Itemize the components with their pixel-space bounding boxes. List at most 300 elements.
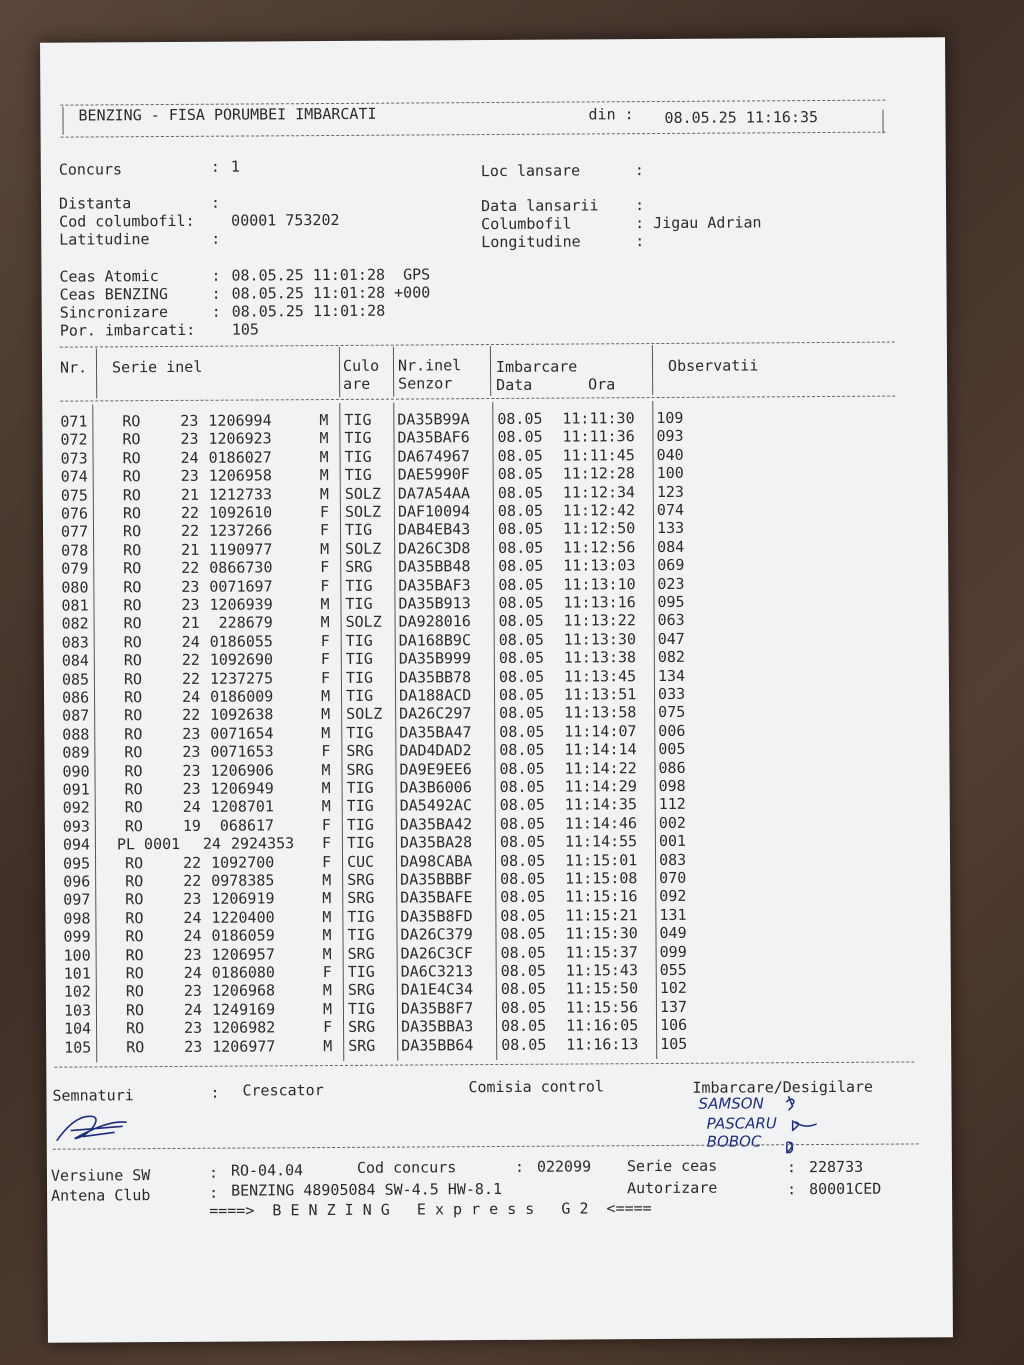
cell-ora: 11:13:30 bbox=[563, 629, 636, 649]
cell-culoare: CUC bbox=[346, 852, 375, 871]
cell-sex: F bbox=[319, 503, 329, 522]
cell-tara: RO bbox=[125, 945, 144, 964]
cell-tara: RO bbox=[122, 448, 141, 468]
cell-obs: 092 bbox=[659, 887, 687, 906]
cell-nr: 084 bbox=[61, 651, 89, 670]
cell-senzor: DA35BB48 bbox=[398, 557, 471, 576]
cell-sex: F bbox=[323, 1018, 333, 1037]
versiune-label: Versiune SW bbox=[50, 1166, 151, 1185]
colon: : bbox=[211, 229, 221, 248]
cell-obs: 134 bbox=[657, 666, 686, 685]
cell-data: 08.05 bbox=[500, 869, 546, 888]
col-culoare-2: are bbox=[343, 374, 371, 393]
cell-senzor: DA674967 bbox=[397, 446, 470, 466]
cell-obs: 133 bbox=[656, 519, 685, 538]
cell-inel: 1206958 bbox=[208, 466, 272, 485]
serie-ceas-label: Serie ceas bbox=[626, 1156, 718, 1176]
cell-culoare: SOLZ bbox=[344, 502, 382, 521]
cell-culoare: TIG bbox=[347, 962, 375, 981]
handwritten-name-1: SAMSON bbox=[698, 1094, 764, 1113]
cell-nr: 072 bbox=[60, 430, 88, 450]
cell-senzor: DA35B99A bbox=[397, 410, 470, 429]
cell-culoare: TIG bbox=[346, 833, 375, 853]
cell-obs: 131 bbox=[659, 905, 687, 924]
cell-an: 22 bbox=[180, 503, 200, 522]
cell-senzor: DA35BA28 bbox=[399, 833, 473, 852]
colon: : bbox=[514, 1157, 524, 1176]
cell-culoare: TIG bbox=[345, 576, 373, 595]
cod-columbofil-label: Cod columbofil: bbox=[59, 211, 195, 231]
cell-inel: 1212733 bbox=[208, 484, 273, 504]
cell-culoare: TIG bbox=[345, 686, 374, 705]
cell-data: 08.05 bbox=[498, 667, 545, 686]
cell-sex: M bbox=[322, 926, 332, 945]
cell-tara: RO bbox=[123, 614, 142, 633]
cell-data: 08.05 bbox=[497, 483, 544, 502]
sheet-title: BENZING - FISA PORUMBEI IMBARCATI bbox=[78, 104, 377, 125]
cell-inel: 1190977 bbox=[209, 540, 273, 559]
cell-ora: 11:12:28 bbox=[562, 464, 635, 483]
cell-inel: 0071697 bbox=[209, 576, 273, 596]
cell-an: 24 bbox=[183, 908, 202, 927]
cell-data: 08.05 bbox=[498, 648, 545, 668]
cell-obs: 123 bbox=[656, 482, 684, 501]
cell-data: 08.05 bbox=[500, 888, 546, 907]
crescator-signature bbox=[53, 1106, 133, 1146]
cell-data: 08.05 bbox=[498, 630, 544, 649]
cell-obs: 006 bbox=[658, 721, 686, 740]
cell-sex: F bbox=[322, 963, 332, 982]
cell-nr: 085 bbox=[61, 670, 90, 689]
cell-inel: 0186080 bbox=[211, 963, 275, 982]
cell-nr: 073 bbox=[60, 449, 88, 468]
cell-inel: 1206939 bbox=[209, 595, 273, 614]
cell-inel: 1206977 bbox=[212, 1036, 276, 1056]
cell-obs: 074 bbox=[656, 500, 685, 520]
cell-senzor: DA7A54AA bbox=[397, 483, 471, 503]
col-culoare-1: Culo bbox=[342, 356, 380, 375]
cell-sex: M bbox=[321, 705, 331, 724]
cell-culoare: TIG bbox=[346, 815, 374, 834]
cell-data: 08.05 bbox=[498, 685, 545, 704]
cell-culoare: TIG bbox=[345, 631, 373, 650]
cell-inel: 1237275 bbox=[209, 668, 274, 688]
cell-data: 08.05 bbox=[497, 428, 543, 447]
cell-senzor: DAF10094 bbox=[397, 502, 471, 521]
cell-ora: 11:12:42 bbox=[562, 501, 636, 520]
por-imbarcati-value: 105 bbox=[231, 320, 259, 339]
cell-sex: M bbox=[322, 871, 332, 890]
cell-tara: RO bbox=[124, 724, 143, 744]
cell-an: 24 bbox=[182, 798, 201, 817]
cell-ora: 11:13:45 bbox=[563, 666, 637, 686]
col-observatii: Observatii bbox=[667, 356, 759, 375]
cell-tara: RO bbox=[125, 890, 144, 909]
colon: : bbox=[210, 1083, 220, 1102]
cell-culoare: TIG bbox=[346, 723, 374, 742]
cell-sex: F bbox=[320, 650, 330, 669]
cell-data: 08.05 bbox=[499, 814, 546, 833]
col-nrinel-1: Nr.inel bbox=[397, 356, 462, 375]
cell-sex: M bbox=[319, 484, 329, 503]
cell-senzor: DA26C297 bbox=[399, 704, 472, 723]
cell-inel: 2924353 bbox=[230, 834, 295, 853]
cell-tara: RO bbox=[123, 651, 142, 670]
cell-senzor: DAB4EB43 bbox=[397, 520, 471, 539]
cell-inel: 1092638 bbox=[210, 705, 274, 725]
cell-senzor: DA26C3CF bbox=[400, 943, 473, 963]
cell-an: 22 bbox=[181, 559, 200, 578]
cell-tara: RO bbox=[123, 577, 142, 596]
cell-senzor: DA1E4C34 bbox=[400, 980, 474, 999]
cell-inel: 0978385 bbox=[211, 871, 275, 890]
cell-an: 21 bbox=[181, 540, 200, 559]
cell-nr: 091 bbox=[62, 780, 90, 799]
cell-tara: RO bbox=[122, 412, 141, 431]
cell-sex: M bbox=[320, 613, 330, 632]
cell-nr: 098 bbox=[63, 909, 91, 928]
cell-culoare: TIG bbox=[345, 649, 373, 669]
ceas-atomic-label: Ceas Atomic bbox=[59, 267, 159, 286]
cell-data: 08.05 bbox=[499, 832, 546, 852]
cell-ora: 11:16:13 bbox=[566, 1034, 639, 1054]
cell-senzor: DA6C3213 bbox=[400, 962, 474, 981]
cell-senzor: DA168B9C bbox=[398, 630, 471, 650]
cell-culoare: TIG bbox=[344, 410, 372, 429]
colon: : bbox=[211, 266, 221, 285]
cell-inel: 1092690 bbox=[209, 650, 274, 669]
cell-nr: 076 bbox=[60, 504, 89, 523]
autorizare-label: Autorizare bbox=[626, 1178, 718, 1198]
cell-senzor: DA98CABA bbox=[399, 851, 473, 871]
cell-obs: 069 bbox=[657, 556, 685, 575]
cell-senzor: DAE5990F bbox=[397, 465, 470, 484]
cell-inel: 1206957 bbox=[211, 944, 275, 964]
cell-ora: 11:14:55 bbox=[564, 832, 638, 851]
cell-an: 21 bbox=[180, 485, 199, 504]
cell-nr: 094 bbox=[62, 835, 91, 854]
cell-nr: 081 bbox=[61, 596, 89, 615]
cell-ora: 11:13:03 bbox=[563, 556, 636, 575]
col-sep bbox=[652, 345, 653, 395]
cell-culoare: TIG bbox=[346, 778, 374, 797]
cell-ora: 11:15:30 bbox=[565, 924, 638, 943]
cell-an: 23 bbox=[183, 945, 202, 964]
cell-data: 08.05 bbox=[498, 593, 544, 612]
cell-ora: 11:11:36 bbox=[562, 427, 635, 446]
cell-sex: M bbox=[319, 447, 329, 466]
cell-sex: M bbox=[323, 1036, 333, 1055]
cell-tara: RO bbox=[123, 632, 142, 652]
cell-sex: M bbox=[321, 779, 331, 798]
cell-nr: 092 bbox=[62, 798, 90, 818]
cell-sex: F bbox=[321, 815, 331, 834]
cell-data: 08.05 bbox=[500, 1016, 547, 1036]
antena-value: BENZING 48905084 SW-4.5 HW-8.1 bbox=[230, 1179, 503, 1200]
cell-ora: 11:16:05 bbox=[565, 1016, 639, 1035]
cod-concurs-value: 022099 bbox=[536, 1157, 592, 1176]
colon: : bbox=[210, 193, 221, 212]
cell-tara: RO bbox=[125, 872, 144, 891]
cell-obs: 040 bbox=[656, 445, 684, 464]
cell-sex: M bbox=[319, 429, 329, 448]
cell-tara: RO bbox=[125, 982, 144, 1001]
cell-nr: 100 bbox=[63, 946, 91, 965]
cell-senzor: DA35BAF6 bbox=[397, 428, 470, 447]
cell-an: 23 bbox=[184, 1037, 203, 1056]
cell-tara: RO bbox=[123, 596, 142, 615]
cell-sex: F bbox=[321, 742, 331, 761]
cell-data: 08.05 bbox=[500, 998, 547, 1017]
handwritten-name-3: BOBOC bbox=[706, 1132, 762, 1151]
cell-data: 08.05 bbox=[497, 501, 544, 520]
cell-nr: 101 bbox=[63, 964, 91, 983]
cell-inel: 0186009 bbox=[209, 687, 274, 706]
cell-obs: 093 bbox=[656, 427, 684, 446]
cell-nr: 087 bbox=[62, 706, 90, 726]
header-left-border bbox=[62, 107, 63, 135]
cell-senzor: DA35BBBF bbox=[400, 870, 473, 889]
cell-an: 22 bbox=[182, 706, 201, 725]
cell-ora: 11:14:07 bbox=[564, 721, 637, 741]
colon: : bbox=[787, 1180, 797, 1199]
benzing-banner: ====> B E N Z I N G E x p r e s s G 2 <==== bbox=[209, 1199, 652, 1220]
cell-culoare: SRG bbox=[348, 1017, 376, 1037]
cell-tara: RO bbox=[126, 1019, 145, 1038]
ceas-benzing-label: Ceas BENZING bbox=[59, 284, 169, 304]
cell-data: 08.05 bbox=[500, 961, 546, 980]
cell-ora: 11:14:14 bbox=[564, 740, 637, 759]
cell-data: 08.05 bbox=[498, 575, 544, 594]
cell-nr: 082 bbox=[61, 614, 89, 634]
colon: : bbox=[635, 214, 645, 233]
cell-obs: 082 bbox=[657, 648, 685, 667]
cell-an: 21 bbox=[181, 614, 200, 633]
cell-senzor: DA35BB78 bbox=[398, 667, 472, 687]
cell-tara: RO bbox=[124, 743, 143, 762]
col-nrinel-2: Senzor bbox=[398, 374, 453, 393]
commission-initials bbox=[784, 1090, 844, 1156]
cell-culoare: SOLZ bbox=[345, 539, 382, 558]
cell-an: 19 bbox=[182, 816, 201, 835]
cell-data: 08.05 bbox=[497, 520, 544, 539]
colon: : bbox=[634, 196, 645, 215]
col-imbarcare: Imbarcare bbox=[495, 357, 578, 376]
cell-tara: RO bbox=[126, 1037, 145, 1056]
cell-culoare: TIG bbox=[347, 925, 375, 945]
cell-senzor: DA35BBA3 bbox=[401, 1017, 474, 1036]
cell-senzor: DA35BA47 bbox=[399, 722, 472, 742]
cell-inel: 1206919 bbox=[211, 889, 275, 909]
cell-tara: RO bbox=[125, 1000, 145, 1020]
cell-obs: 055 bbox=[659, 960, 687, 980]
cell-senzor: DA26C379 bbox=[400, 925, 473, 944]
cell-nr: 102 bbox=[63, 982, 91, 1002]
cell-obs: 112 bbox=[658, 795, 686, 814]
cell-nr: 096 bbox=[63, 872, 91, 891]
cell-sex: M bbox=[319, 466, 329, 485]
cell-inel: 1206923 bbox=[208, 429, 272, 449]
cell-tara: RO bbox=[124, 706, 143, 725]
cell-culoare: SRG bbox=[347, 944, 375, 963]
cell-inel: 068617 bbox=[210, 816, 275, 835]
cell-data: 08.05 bbox=[500, 924, 546, 944]
cell-tara: RO bbox=[124, 853, 144, 872]
cell-an: 23 bbox=[182, 761, 201, 780]
cell-nr: 090 bbox=[62, 762, 90, 781]
cell-culoare: SOLZ bbox=[344, 484, 381, 503]
cell-ora: 11:15:01 bbox=[564, 850, 638, 870]
cell-sex: M bbox=[319, 411, 329, 430]
cell-an: 23 bbox=[182, 724, 201, 743]
cell-an: 23 bbox=[183, 982, 202, 1001]
cell-culoare: TIG bbox=[344, 521, 373, 540]
cell-sex: M bbox=[321, 760, 331, 779]
printed-sheet bbox=[40, 37, 953, 1343]
cell-an: 22 bbox=[181, 669, 201, 688]
cell-obs: 095 bbox=[657, 592, 685, 612]
colon: : bbox=[634, 161, 644, 180]
cell-senzor: DA35BAFE bbox=[400, 888, 473, 907]
cell-nr: 104 bbox=[64, 1019, 92, 1038]
cell-ora: 11:14:46 bbox=[564, 813, 638, 833]
cell-sex: M bbox=[322, 981, 332, 1000]
cell-obs: 075 bbox=[658, 703, 686, 722]
cell-data: 08.05 bbox=[497, 409, 543, 428]
cell-senzor: DA35B8FD bbox=[400, 906, 473, 926]
cell-an: 23 bbox=[181, 577, 200, 596]
cell-tara: RO bbox=[125, 927, 144, 946]
cell-data: 08.05 bbox=[500, 943, 546, 962]
cell-an: 22 bbox=[181, 650, 200, 670]
cell-senzor: DA35BA42 bbox=[399, 814, 473, 834]
cell-inel: 0186059 bbox=[211, 926, 275, 945]
cell-obs: 099 bbox=[659, 942, 687, 961]
cell-nr: 079 bbox=[61, 559, 89, 578]
cell-obs: 047 bbox=[657, 629, 685, 648]
distanta-label: Distanta bbox=[58, 194, 132, 213]
cell-inel: 1092610 bbox=[208, 503, 273, 522]
cod-concurs-label: Cod concurs bbox=[356, 1158, 457, 1177]
cell-ora: 11:13:58 bbox=[564, 703, 637, 722]
cell-ora: 11:15:43 bbox=[565, 961, 639, 980]
cell-ora: 11:12:34 bbox=[562, 482, 636, 502]
cell-sex: F bbox=[320, 631, 330, 650]
cell-tara: RO bbox=[122, 485, 141, 504]
cell-inel: 1220400 bbox=[211, 908, 275, 927]
sincronizare-value: 08.05.25 11:01:28 bbox=[231, 301, 386, 321]
cell-nr: 089 bbox=[62, 743, 90, 762]
antena-label: Antena Club bbox=[51, 1186, 151, 1205]
cell-tara: RO bbox=[124, 816, 143, 836]
cell-an: 23 bbox=[181, 595, 200, 614]
cell-an: 23 bbox=[184, 1018, 203, 1038]
cell-culoare: TIG bbox=[344, 447, 372, 466]
cell-tara: RO bbox=[125, 908, 144, 928]
col-ora: Ora bbox=[588, 375, 616, 394]
cell-obs: 005 bbox=[658, 740, 686, 759]
colon: : bbox=[209, 1183, 219, 1202]
cell-culoare: TIG bbox=[347, 999, 376, 1018]
colon: : bbox=[211, 284, 221, 303]
colon: : bbox=[635, 232, 645, 251]
cell-an: 23 bbox=[183, 890, 202, 909]
cell-culoare: TIG bbox=[345, 668, 374, 687]
cell-obs: 137 bbox=[659, 997, 688, 1016]
colon: : bbox=[210, 157, 220, 176]
cell-culoare: SOLZ bbox=[346, 705, 383, 724]
cell-an: 22 bbox=[183, 871, 202, 890]
cell-ora: 11:14:22 bbox=[564, 758, 637, 778]
cell-data: 08.05 bbox=[499, 759, 545, 778]
colon: : bbox=[211, 302, 221, 321]
cell-sex: M bbox=[321, 723, 331, 742]
concurs-label: Concurs bbox=[58, 160, 123, 179]
data-lansarii-label: Data lansarii bbox=[480, 196, 599, 216]
cell-obs: 105 bbox=[660, 1034, 688, 1053]
cell-senzor: DA35BAF3 bbox=[398, 575, 471, 595]
cell-culoare: TIG bbox=[346, 797, 374, 816]
cell-sex: F bbox=[321, 834, 332, 853]
cell-culoare: SRG bbox=[345, 557, 373, 577]
cell-obs: 100 bbox=[656, 464, 684, 483]
cell-nr: 086 bbox=[61, 688, 90, 707]
cell-obs: 070 bbox=[659, 868, 687, 888]
ceas-atomic-value: 08.05.25 11:01:28 GPS bbox=[231, 265, 431, 285]
columbofil-value: Jigau Adrian bbox=[653, 213, 762, 233]
cell-senzor: DA3B6006 bbox=[399, 778, 472, 797]
cell-data: 08.05 bbox=[500, 906, 546, 925]
cell-nr: 080 bbox=[61, 578, 89, 597]
cell-an: 23 bbox=[180, 430, 199, 449]
cell-an: 24 bbox=[202, 834, 222, 853]
cell-ora: 11:12:56 bbox=[563, 537, 636, 557]
col-sep bbox=[96, 348, 97, 398]
cell-nr: 097 bbox=[63, 890, 91, 910]
cell-nr: 093 bbox=[62, 817, 90, 836]
cell-an: 23 bbox=[180, 467, 199, 486]
cell-obs: 109 bbox=[656, 408, 684, 428]
cell-nr: 099 bbox=[63, 927, 91, 946]
cell-sex: M bbox=[320, 687, 331, 706]
cell-inel: 228679 bbox=[209, 613, 273, 633]
cell-inel: 0071653 bbox=[210, 742, 274, 761]
cell-nr: 074 bbox=[60, 467, 88, 486]
cell-nr: 077 bbox=[60, 522, 89, 542]
cell-senzor: DA26C3D8 bbox=[398, 538, 471, 558]
cell-inel: 1206994 bbox=[208, 411, 272, 430]
por-imbarcati-label: Por. imbarcati: bbox=[59, 320, 196, 340]
cell-an: 23 bbox=[182, 779, 201, 798]
cell-nr: 078 bbox=[61, 541, 89, 560]
cell-senzor: DA5492AC bbox=[399, 796, 473, 815]
table-bottom-border bbox=[54, 1061, 914, 1067]
cell-culoare: TIG bbox=[344, 429, 372, 448]
cell-data: 08.05 bbox=[498, 538, 544, 557]
cell-ora: 11:13:51 bbox=[563, 685, 637, 704]
cell-obs: 049 bbox=[659, 924, 687, 943]
cell-an: 24 bbox=[183, 926, 202, 946]
cell-inel: 1206906 bbox=[210, 760, 274, 780]
cell-tara: RO bbox=[125, 964, 144, 983]
cell-sex: M bbox=[320, 539, 330, 558]
cell-nr: 075 bbox=[60, 486, 88, 505]
cell-data: 08.05 bbox=[499, 796, 545, 815]
cell-sex: F bbox=[321, 852, 332, 871]
cell-inel: 0071654 bbox=[210, 724, 274, 743]
imbarcare-desigilare-label: Imbarcare/Desigilare bbox=[692, 1077, 874, 1097]
cell-tara: RO bbox=[124, 761, 143, 780]
